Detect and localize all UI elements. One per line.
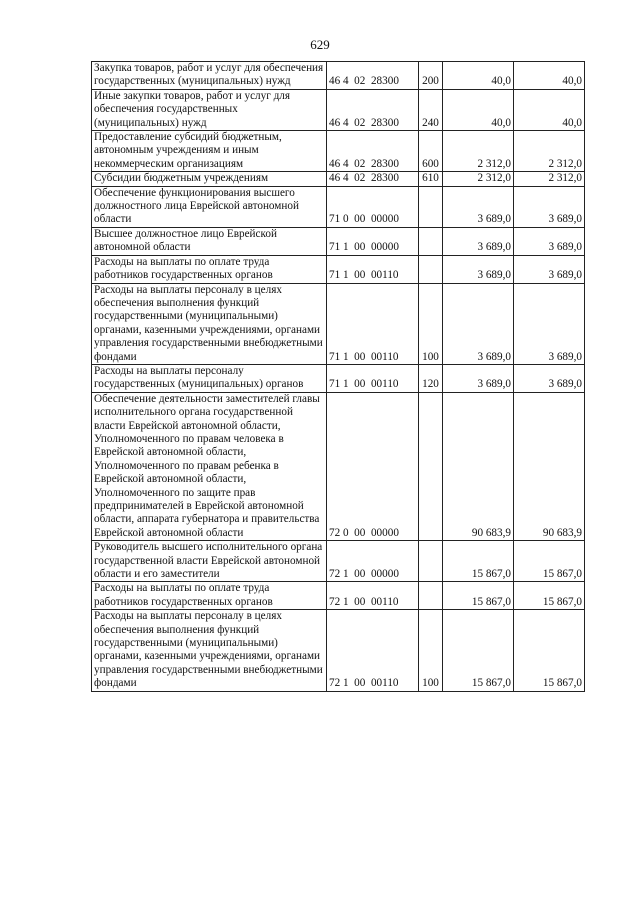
page-number: 629 bbox=[310, 37, 330, 52]
row-sum-2: 15 867,0 bbox=[514, 582, 585, 610]
row-name: Высшее должностное лицо Еврейской автономной области bbox=[92, 227, 327, 255]
row-name: Расходы на выплаты по оплате труда работников государственных органов bbox=[92, 582, 327, 610]
row-sum-1: 3 689,0 bbox=[443, 255, 514, 283]
row-code: 71 1 00 00110 bbox=[327, 255, 419, 283]
row-sum-2: 3 689,0 bbox=[514, 186, 585, 227]
row-code: 46 4 02 28300 bbox=[327, 131, 419, 172]
row-code: 71 1 00 00110 bbox=[327, 364, 419, 392]
row-name: Обеспечение функционирования высшего должностного лица Еврейской автономной области bbox=[92, 186, 327, 227]
row-code: 72 0 00 00000 bbox=[327, 392, 419, 540]
row-code: 46 4 02 28300 bbox=[327, 172, 419, 186]
row-sum-1: 3 689,0 bbox=[443, 364, 514, 392]
row-sum-1: 40,0 bbox=[443, 62, 514, 90]
row-sum-2: 3 689,0 bbox=[514, 364, 585, 392]
table-row bbox=[92, 582, 585, 610]
table-row bbox=[92, 364, 585, 392]
table-row bbox=[92, 610, 585, 691]
table-row bbox=[92, 89, 585, 130]
row-sum-2: 90 683,9 bbox=[514, 392, 585, 540]
row-sum-1: 15 867,0 bbox=[443, 610, 514, 691]
table-row bbox=[92, 392, 585, 540]
row-expense-type: 610 bbox=[419, 172, 443, 186]
table-row bbox=[92, 172, 585, 186]
row-expense-type: 100 bbox=[419, 610, 443, 691]
row-sum-1: 3 689,0 bbox=[443, 283, 514, 364]
row-sum-2: 2 312,0 bbox=[514, 131, 585, 172]
row-code: 72 1 00 00110 bbox=[327, 610, 419, 691]
row-name: Расходы на выплаты по оплате труда работников государственных органов bbox=[92, 255, 327, 283]
row-sum-1: 3 689,0 bbox=[443, 227, 514, 255]
row-name: Закупка товаров, работ и услуг для обеспечения государственных (муниципальных) нужд bbox=[92, 62, 327, 90]
row-code: 72 1 00 00000 bbox=[327, 541, 419, 582]
row-sum-2: 15 867,0 bbox=[514, 541, 585, 582]
row-expense-type: 100 bbox=[419, 283, 443, 364]
row-sum-1: 15 867,0 bbox=[443, 541, 514, 582]
row-expense-type: 600 bbox=[419, 131, 443, 172]
row-expense-type: 120 bbox=[419, 364, 443, 392]
row-name: Расходы на выплаты персоналу в целях обеспечения выполнения функций государственными (муниципальными) органами, казенными учреждениями, органами управления государственными внебюджетными фондами bbox=[92, 283, 327, 364]
row-expense-type: 240 bbox=[419, 89, 443, 130]
row-name: Расходы на выплаты персоналу государственных (муниципальных) органов bbox=[92, 364, 327, 392]
row-sum-1: 2 312,0 bbox=[443, 172, 514, 186]
row-code: 46 4 02 28300 bbox=[327, 62, 419, 90]
row-code: 72 1 00 00110 bbox=[327, 582, 419, 610]
row-sum-1: 15 867,0 bbox=[443, 582, 514, 610]
row-name: Расходы на выплаты персоналу в целях обеспечения выполнения функций государственными (муниципальными) органами, казенными учреждениями, органами управления государственными внебюджетными фондами bbox=[92, 610, 327, 691]
table-row bbox=[92, 227, 585, 255]
row-expense-type bbox=[419, 186, 443, 227]
row-expense-type bbox=[419, 582, 443, 610]
row-sum-2: 3 689,0 bbox=[514, 227, 585, 255]
table-row bbox=[92, 255, 585, 283]
table-row bbox=[92, 541, 585, 582]
row-code: 71 1 00 00110 bbox=[327, 283, 419, 364]
row-name: Обеспечение деятельности заместителей главы исполнительного органа государственной власти Еврейской автономной области, Уполномоченного по правам человека в Еврейской автономной области, Уполномоченного по правам ребенка в Еврейской автономной области, Уполномоченного по защите прав предпринимателей в Еврейской автономной области, аппарата губернатора и правительства Еврейской автономной области bbox=[92, 392, 327, 540]
table-row bbox=[92, 186, 585, 227]
table-row bbox=[92, 283, 585, 364]
row-expense-type: 200 bbox=[419, 62, 443, 90]
row-sum-2: 2 312,0 bbox=[514, 172, 585, 186]
row-name: Руководитель высшего исполнительного органа государственной власти Еврейской автономной области и его заместители bbox=[92, 541, 327, 582]
row-sum-2: 40,0 bbox=[514, 89, 585, 130]
row-name: Субсидии бюджетным учреждениям bbox=[92, 172, 327, 186]
row-name: Предоставление субсидий бюджетным, автономным учреждениям и иным некоммерческим организациям bbox=[92, 131, 327, 172]
row-name: Иные закупки товаров, работ и услуг для обеспечения государственных (муниципальных) нужд bbox=[92, 89, 327, 130]
row-sum-1: 2 312,0 bbox=[443, 131, 514, 172]
row-code: 71 0 00 00000 bbox=[327, 186, 419, 227]
row-sum-1: 40,0 bbox=[443, 89, 514, 130]
table-row bbox=[92, 62, 585, 90]
table-row bbox=[92, 131, 585, 172]
row-expense-type bbox=[419, 255, 443, 283]
row-sum-2: 3 689,0 bbox=[514, 283, 585, 364]
row-sum-1: 3 689,0 bbox=[443, 186, 514, 227]
row-code: 46 4 02 28300 bbox=[327, 89, 419, 130]
row-code: 71 1 00 00000 bbox=[327, 227, 419, 255]
row-sum-2: 15 867,0 bbox=[514, 610, 585, 691]
row-sum-1: 90 683,9 bbox=[443, 392, 514, 540]
row-sum-2: 3 689,0 bbox=[514, 255, 585, 283]
row-expense-type bbox=[419, 541, 443, 582]
row-expense-type bbox=[419, 392, 443, 540]
budget-table bbox=[91, 61, 585, 692]
row-expense-type bbox=[419, 227, 443, 255]
row-sum-2: 40,0 bbox=[514, 62, 585, 90]
